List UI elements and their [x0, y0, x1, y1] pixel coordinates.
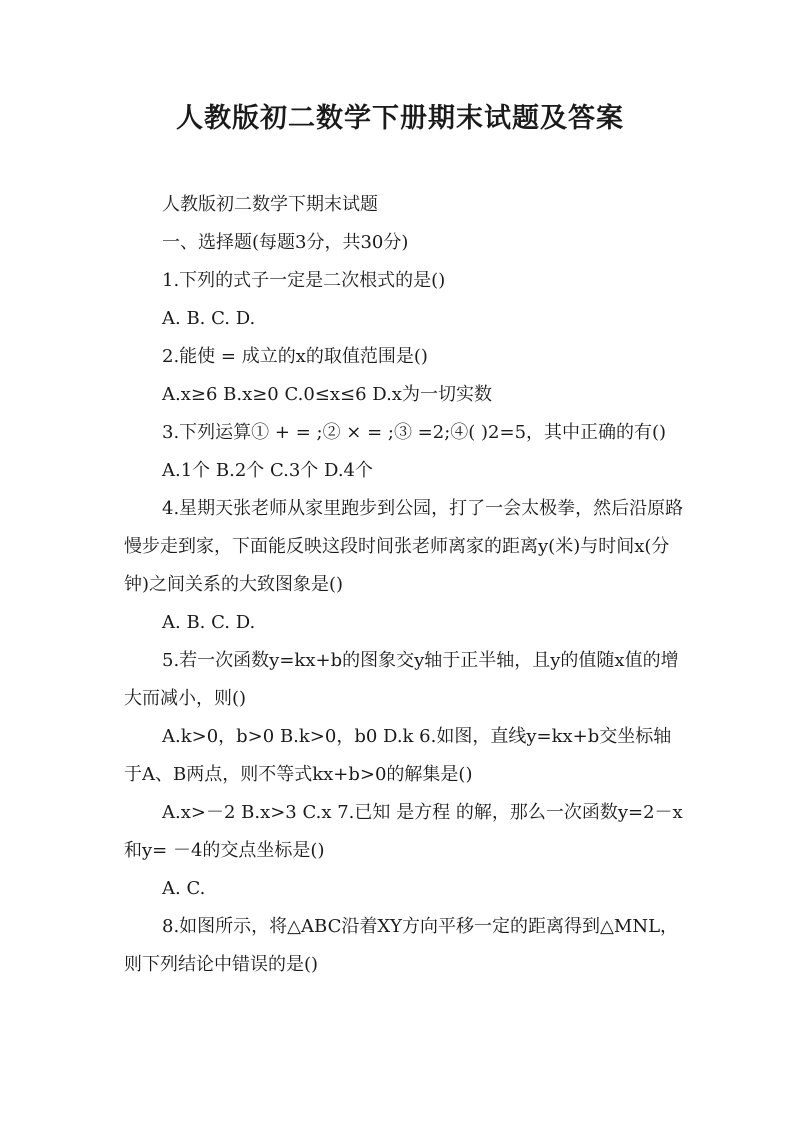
- paragraph-question-4: 4.星期天张老师从家里跑步到公园，打了一会太极拳，然后沿原路慢步走到家，下面能反映这段时间张老师离家的距离y(米)与时间x(分钟)之间关系的大致图象是(): [124, 498, 684, 595]
- paragraph-options-3: A.1个 B.2个 C.3个 D.4个: [162, 460, 374, 481]
- paragraph-section-heading: 一、选择题(每题3分，共30分): [162, 232, 409, 253]
- paragraph-options-2: A.x≥6 B.x≥0 C.0≤x≤6 D.x为一切实数: [162, 384, 492, 405]
- paragraph-question-8: 8.如图所示，将△ABC沿着XY方向平移一定的距离得到△MNL，则下列结论中错误的是(): [124, 916, 679, 975]
- paragraph-question-3: 3.下列运算① + = ;② × = ;③ =2;④( )2=5，其中正确的有(): [162, 422, 667, 443]
- paragraph-options-4: A. B. C. D.: [162, 612, 256, 633]
- paragraph-question-2: 2.能使 = 成立的x的取值范围是(): [162, 346, 428, 367]
- paragraph-options-7: A. C.: [162, 878, 206, 899]
- paragraph-subtitle: 人教版初二数学下期末试题: [162, 194, 378, 215]
- paragraph-options-1: A. B. C. D.: [162, 308, 256, 329]
- paragraph-options-5-question-6: A.k>0，b>0 B.k>0，b0 D.k 6.如图，直线y=kx+b交坐标轴于A、B两点，则不等式kx+b>0的解集是(): [124, 726, 672, 785]
- paragraph-question-1: 1.下列的式子一定是二次根式的是(): [162, 270, 446, 291]
- paragraph-options-6-question-7: A.x>－2 B.x>3 C.x 7.已知 是方程 的解，那么一次函数y=2－x和y= －4的交点坐标是(): [124, 802, 683, 861]
- paragraph-question-5: 5.若一次函数y=kx+b的图象交y轴于正半轴，且y的值随x值的增大而减小，则(): [124, 650, 679, 709]
- document-title: 人教版初二数学下册期末试题及答案: [176, 103, 624, 134]
- document-body: [124, 186, 684, 984]
